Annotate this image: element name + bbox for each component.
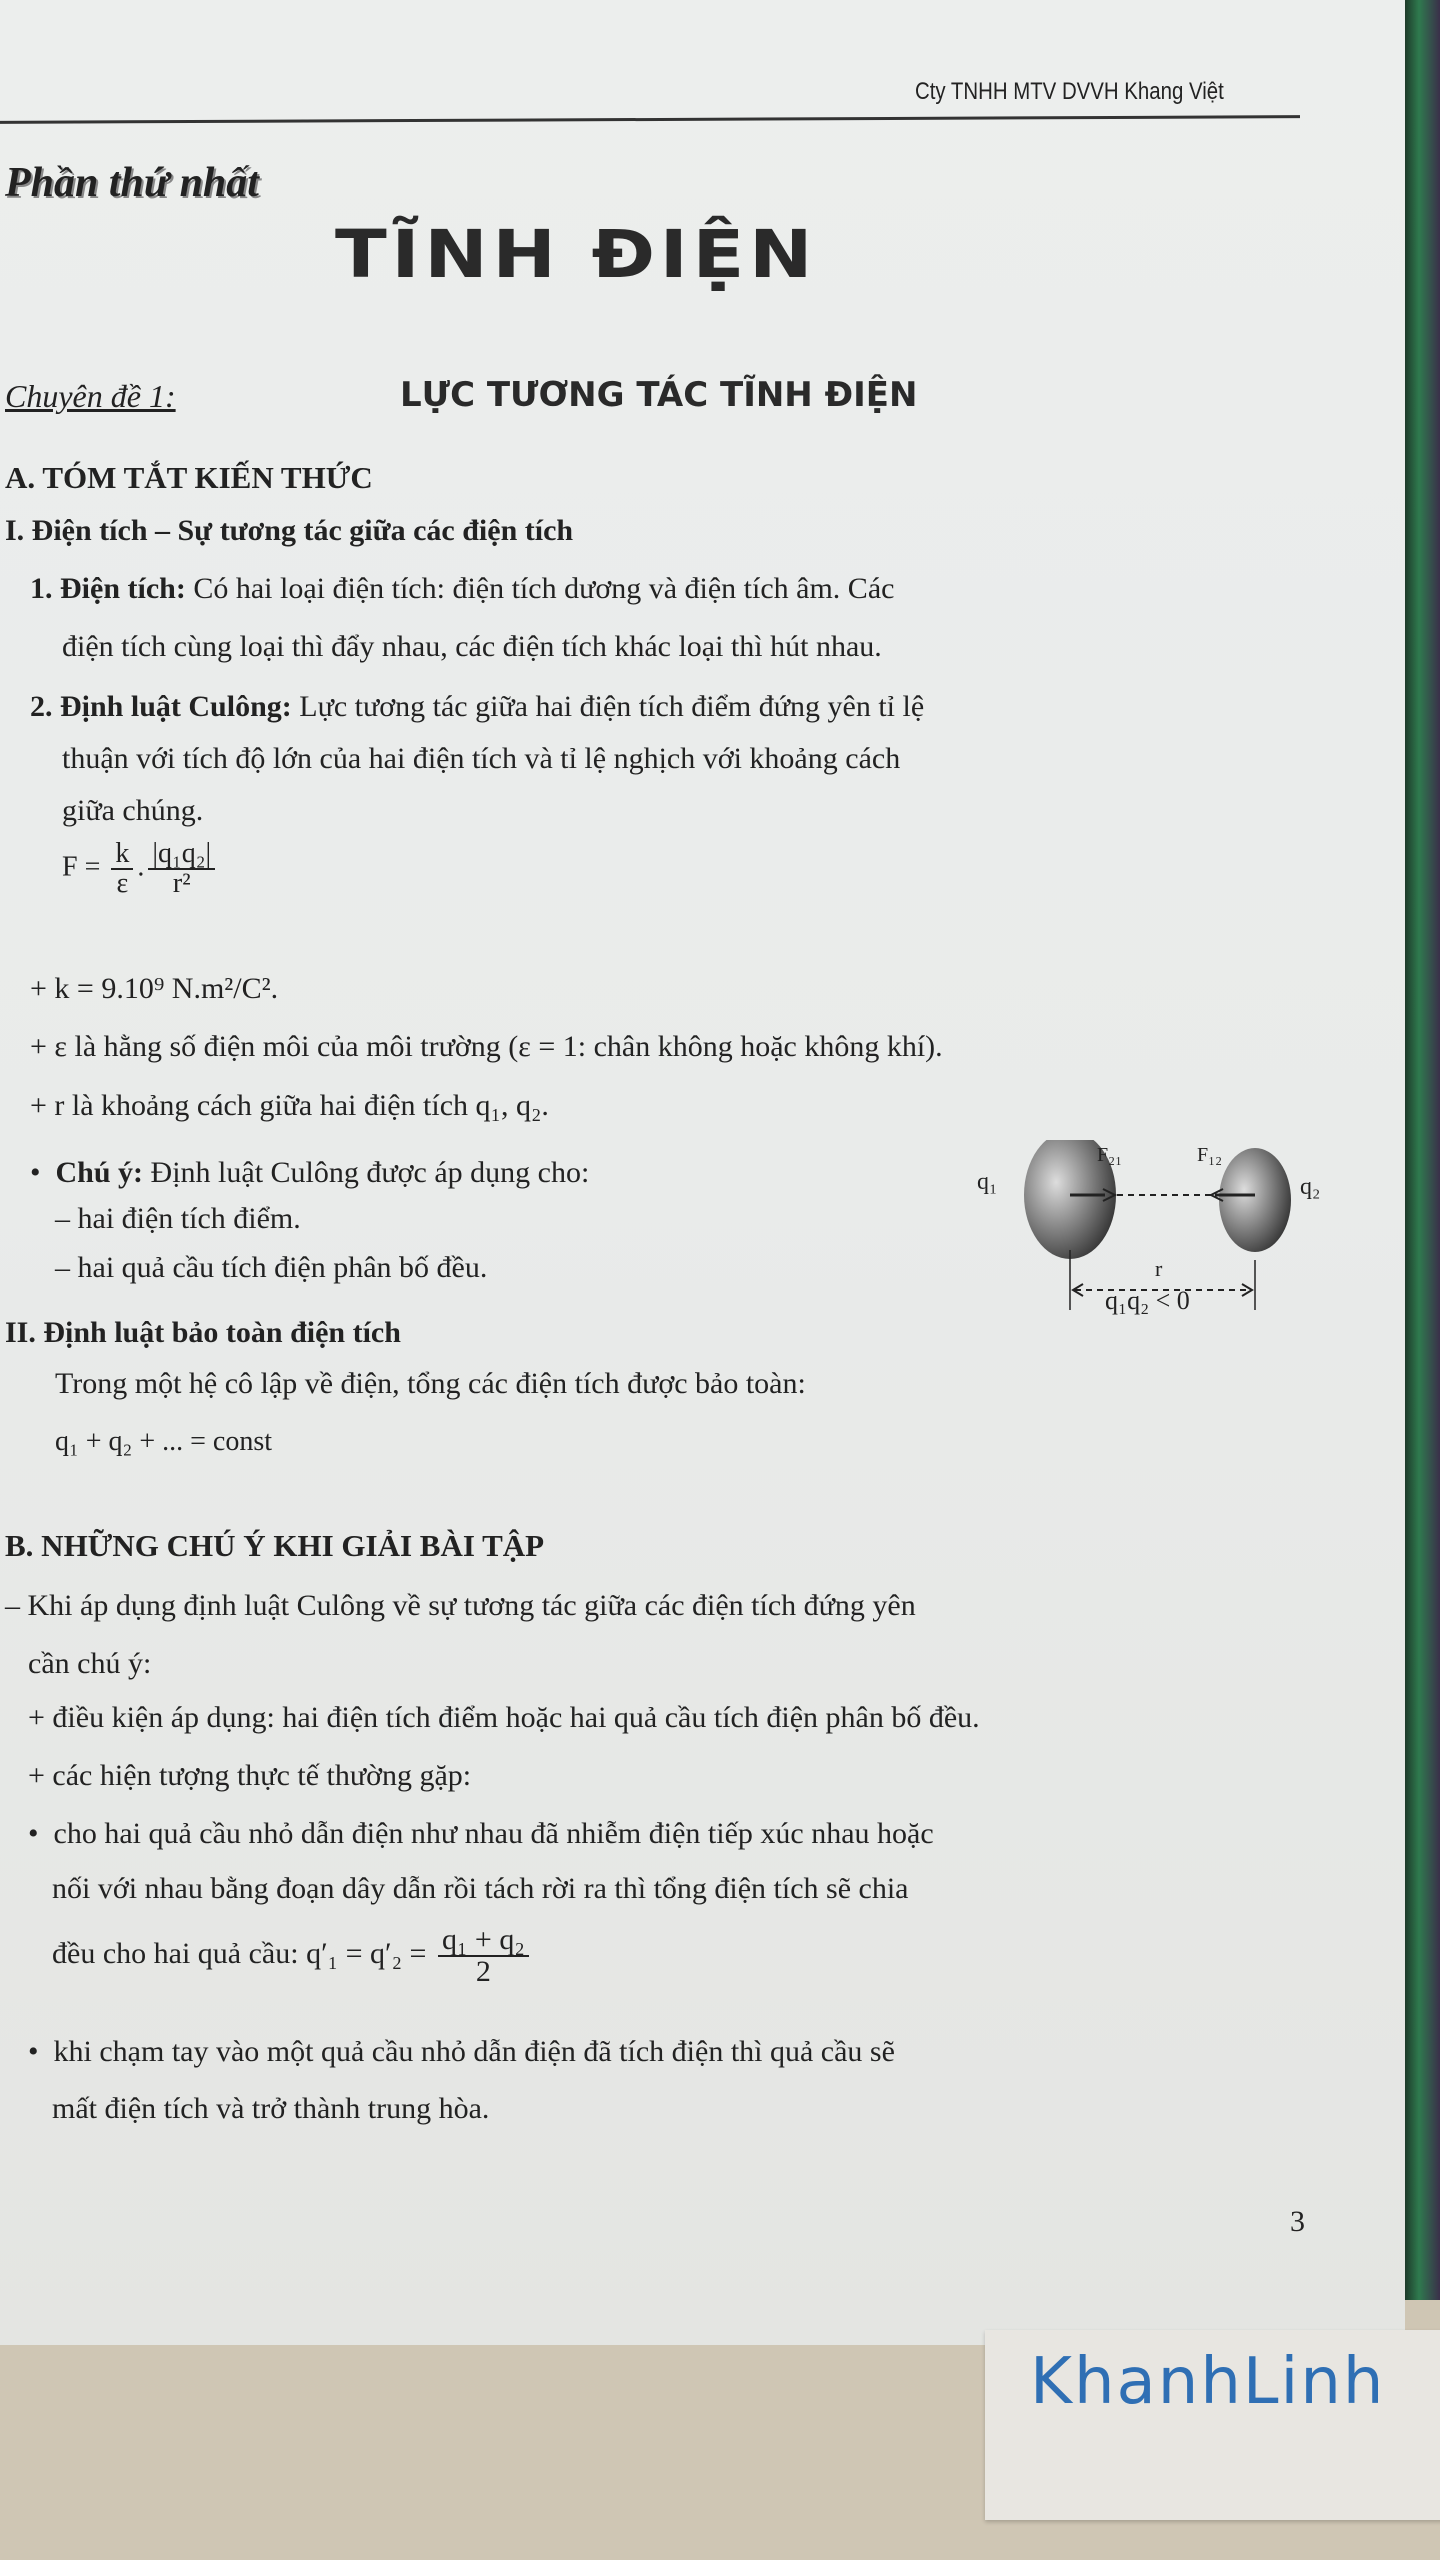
label-f12: F₁₂ (1197, 1144, 1223, 1166)
page-number: 3 (1290, 2205, 1305, 2238)
bullet-1-line-1: cho hai quả cầu nhỏ dẫn điện như nhau đã nhiễm điện tiếp xúc nhau hoặc (53, 1817, 934, 1850)
formula-lhs: F = (62, 851, 108, 883)
note-item-2: – hai quả cầu tích điện phân bố đều. (55, 1251, 488, 1284)
item-2-cont-2: giữa chúng. (62, 794, 204, 827)
topic-label: Chuyên đề 1: (5, 378, 176, 414)
section-b-intro-1: – Khi áp dụng định luật Culông về sự tương tác giữa các điện tích đứng yên (5, 1589, 916, 1622)
subsection-2-text: Trong một hệ cô lập về điện, tổng các điện tích được bảo toàn: (55, 1367, 806, 1400)
label-q1: q₁ (977, 1169, 998, 1195)
chapter-title: TĨNH ĐIỆN (335, 216, 818, 293)
item-2-cont-1: thuận với tích độ lớn của hai điện tích và tỉ lệ nghịch với khoảng cách (62, 742, 901, 775)
item-1-text: Có hai loại điện tích: điện tích dương và điện tích âm. Các (185, 572, 895, 605)
section-b-heading: B. NHỮNG CHÚ Ý KHI GIẢI BÀI TẬP (5, 1528, 545, 1563)
section-a-heading: A. TÓM TẮT KIẾN THỨC (5, 460, 373, 495)
diagram-condition: q₁q₂ < 0 (1105, 1286, 1190, 1315)
label-r: r (1155, 1256, 1163, 1281)
item-2-label: 2. Định luật Culông: (30, 690, 292, 723)
label-f21: F₂₁ (1097, 1144, 1123, 1166)
topic-title: LỰC TƯƠNG TÁC TĨNH ĐIỆN (400, 375, 918, 415)
charges-over-r2 (148, 840, 215, 898)
note: • Chú ý: Định luật Culông được áp dụng cho: (30, 1156, 590, 1189)
coulomb-formula: F = $\frac{k}{\varepsilon}$ . $\frac{\text{|q₁q₂|}}{\text{r²}}$ (62, 840, 219, 898)
formula-num: |q₁q₂| (148, 840, 215, 870)
conservation-formula: q₁ + q₂ + ... = const (55, 1426, 272, 1457)
item-1-label: 1. Điện tích: (30, 572, 186, 605)
subsection-2-heading: II. Định luật bảo toàn điện tích (5, 1316, 401, 1349)
condition-line: + điều kiện áp dụng: hai điện tích điểm hoặc hai quả cầu tích điện phân bố đều. (28, 1701, 980, 1734)
share-den: 2 (475, 1955, 491, 1988)
note-item-1: – hai điện tích điểm. (55, 1202, 301, 1235)
item-2-text: Lực tương tác giữa hai điện tích điểm đứng yên tỉ lệ (291, 690, 925, 723)
note-label: Chú ý: (55, 1156, 144, 1189)
label-q2: q₂ (1300, 1174, 1321, 1200)
bullet-1-text: đều cho hai quả cầu: q′₁ = q′₂ = (52, 1936, 434, 1970)
bullet-1-line-3 (52, 1925, 533, 1987)
bullet-1: • cho hai quả cầu nhỏ dẫn điện như nhau đã nhiễm điện tiếp xúc nhau hoặc (28, 1817, 934, 1850)
header-rule (0, 115, 1300, 124)
note-text: Định luật Culông được áp dụng cho: (143, 1156, 590, 1189)
formula-eps: ε (116, 868, 129, 899)
formula-den: r² (172, 868, 191, 899)
sphere-q2 (1219, 1148, 1291, 1252)
bullet-1-line-2: nối với nhau bằng đoạn dây dẫn rồi tách rời ra thì tổng điện tích sẽ chia (52, 1872, 909, 1905)
share-num: q₁ + q₂ (438, 1925, 529, 1957)
formula-k: k (111, 840, 133, 870)
k-line: + k = 9.10⁹ N.m²/C². (30, 972, 279, 1005)
phenomena-line: + các hiện tượng thực tế thường gặp: (28, 1759, 472, 1792)
bullet-2-line-2: mất điện tích và trở thành trung hòa. (52, 2092, 490, 2125)
item-1 (30, 574, 894, 604)
bullet-2: • khi chạm tay vào một quả cầu nhỏ dẫn điện đã tích điện thì quả cầu sẽ (28, 2035, 895, 2068)
subsection-1-heading: I. Điện tích – Sự tương tác giữa các điện tích (5, 514, 574, 547)
publisher-header: Cty TNHH MTV DVVH Khang Việt (915, 78, 1224, 105)
section-b-intro-2: cần chú ý: (28, 1647, 152, 1680)
handwritten-name: KhanhLinh (1030, 2345, 1386, 2419)
part-label: Phần thứ nhất (5, 160, 259, 206)
item-1-cont: điện tích cùng loại thì đẩy nhau, các điện tích khác loại thì hút nhau. (62, 630, 882, 663)
book-edge (1405, 0, 1440, 2300)
item-2 (30, 692, 924, 722)
k-over-eps (111, 840, 133, 898)
bullet-2-line-1: khi chạm tay vào một quả cầu nhỏ dẫn điện đã tích điện thì quả cầu sẽ (53, 2035, 895, 2068)
r-line: + r là khoảng cách giữa hai điện tích q₁, q₂. (30, 1089, 549, 1122)
share-fraction (438, 1925, 529, 1987)
eps-line: + ε là hằng số điện môi của môi trường (ε = 1: chân không hoặc không khí). (30, 1030, 943, 1063)
